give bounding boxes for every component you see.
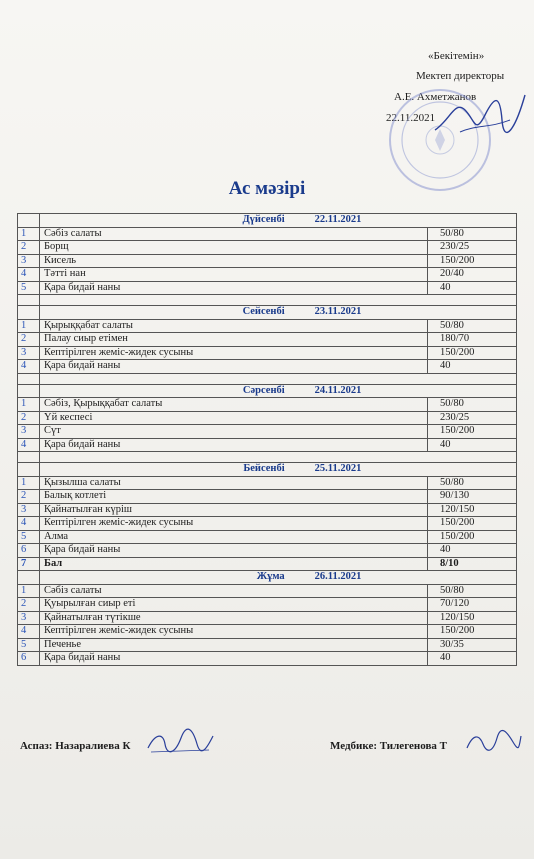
table-row: [18, 254, 517, 268]
item-number: 6: [18, 652, 40, 666]
dish-name: Қара бидай наны: [40, 544, 428, 558]
portion-size: 180/70: [428, 333, 517, 347]
table-row: [18, 281, 517, 295]
item-number: 2: [18, 490, 40, 504]
item-number: 4: [18, 268, 40, 282]
dish-name: Қайнатылған түтікше: [40, 611, 428, 625]
approval-position: Мектеп директоры: [416, 70, 505, 82]
dish-name: Қайнатылған күріш: [40, 503, 428, 517]
table-row: [18, 268, 517, 282]
item-number: 7: [18, 557, 40, 571]
item-number: 5: [18, 281, 40, 295]
dish-name: Қырыққабат салаты: [40, 319, 428, 333]
day-name: Дүйсенбі: [242, 214, 285, 226]
table-row: [18, 333, 517, 347]
item-number: 1: [18, 319, 40, 333]
dish-name: Сәбіз салаты: [40, 227, 428, 241]
dish-name: Сәбіз, Қырыққабат салаты: [40, 398, 428, 412]
item-number: 4: [18, 438, 40, 452]
portion-size: 150/200: [428, 346, 517, 360]
nurse-signature-icon: [463, 728, 523, 756]
day-header-row: [18, 463, 517, 477]
portion-size: 40: [428, 652, 517, 666]
day-name: Сәрсенбі: [242, 384, 285, 396]
day-header-cell: [40, 571, 517, 585]
dish-name: Үй кеспесі: [40, 411, 428, 425]
day-date: 22.11.2021: [314, 214, 362, 226]
item-number: 6: [18, 544, 40, 558]
day-header-num-cell: [18, 463, 40, 477]
table-row: [18, 476, 517, 490]
day-header-cell: [40, 306, 517, 320]
day-name: Бейсенбі: [243, 463, 285, 475]
item-number: 3: [18, 503, 40, 517]
item-number: 4: [18, 625, 40, 639]
approval-date: 22.11.2021: [386, 112, 436, 124]
portion-size: 30/35: [428, 638, 517, 652]
portion-size: 50/80: [428, 227, 517, 241]
table-row: [18, 319, 517, 333]
portion-size: 40: [428, 360, 517, 374]
table-row: [18, 517, 517, 531]
portion-size: 70/120: [428, 598, 517, 612]
dish-name: Қара бидай наны: [40, 652, 428, 666]
item-number: 2: [18, 333, 40, 347]
day-header-cell: [40, 214, 517, 228]
dish-name: Тәтті нан: [40, 268, 428, 282]
item-number: 4: [18, 360, 40, 374]
portion-size: 40: [428, 544, 517, 558]
dish-name: Алма: [40, 530, 428, 544]
director-signature-icon: [430, 90, 530, 145]
dish-name: Қуырылған сиыр еті: [40, 598, 428, 612]
day-date: 26.11.2021: [314, 571, 362, 583]
dish-name: Борщ: [40, 241, 428, 255]
day-name: Сейсенбі: [242, 306, 285, 318]
table-row: [18, 598, 517, 612]
day-header-num-cell: [18, 214, 40, 228]
table-row: [18, 360, 517, 374]
spacer-cell: [18, 452, 40, 463]
dish-name: Кептірілген жеміс-жидек сусыны: [40, 625, 428, 639]
item-number: 1: [18, 476, 40, 490]
table-row: [18, 438, 517, 452]
spacer-cell: [40, 373, 517, 384]
page-title: Ас мәзірі: [228, 178, 306, 199]
portion-size: 50/80: [428, 319, 517, 333]
dish-name: Бал: [40, 557, 428, 571]
portion-size: 150/200: [428, 517, 517, 531]
table-row: [18, 557, 517, 571]
approval-director-name: А.Е. Ахметжанов: [394, 91, 477, 103]
portion-size: 230/25: [428, 411, 517, 425]
day-date: 24.11.2021: [314, 384, 362, 396]
day-header-row: [18, 384, 517, 398]
nurse-signature-line: Медбике: Тилегенова Т: [330, 740, 448, 752]
table-row: [18, 227, 517, 241]
day-header-cell: [40, 463, 517, 477]
portion-size: 150/200: [428, 425, 517, 439]
portion-size: 50/80: [428, 584, 517, 598]
dish-name: Сүт: [40, 425, 428, 439]
item-number: 5: [18, 638, 40, 652]
table-row: [18, 638, 517, 652]
dish-name: Кисель: [40, 254, 428, 268]
item-number: 2: [18, 411, 40, 425]
dish-name: Қызылша салаты: [40, 476, 428, 490]
day-date: 25.11.2021: [314, 463, 362, 475]
portion-size: 90/130: [428, 490, 517, 504]
portion-size: 120/150: [428, 611, 517, 625]
item-number: 2: [18, 598, 40, 612]
day-header-cell: [40, 384, 517, 398]
menu-table-body: [18, 214, 517, 666]
table-row: [18, 503, 517, 517]
table-row: [18, 625, 517, 639]
cook-signature-line: Аспаз: Назаралиева К: [20, 740, 131, 752]
portion-size: 8/10: [428, 557, 517, 571]
portion-size: 50/80: [428, 476, 517, 490]
dish-name: Балық котлеті: [40, 490, 428, 504]
spacer-row: [18, 373, 517, 384]
item-number: 1: [18, 584, 40, 598]
dish-name: Кептірілген жеміс-жидек сусыны: [40, 517, 428, 531]
item-number: 3: [18, 611, 40, 625]
item-number: 2: [18, 241, 40, 255]
dish-name: Сәбіз салаты: [40, 584, 428, 598]
portion-size: 20/40: [428, 268, 517, 282]
portion-size: 50/80: [428, 398, 517, 412]
approval-approved: «Бекітемін»: [428, 50, 485, 62]
item-number: 3: [18, 346, 40, 360]
cook-signature-icon: [145, 726, 215, 756]
table-row: [18, 490, 517, 504]
table-row: [18, 544, 517, 558]
portion-size: 150/200: [428, 625, 517, 639]
spacer-cell: [40, 452, 517, 463]
spacer-cell: [18, 373, 40, 384]
portion-size: 40: [428, 438, 517, 452]
spacer-row: [18, 295, 517, 306]
table-row: [18, 611, 517, 625]
item-number: 3: [18, 425, 40, 439]
day-header-num-cell: [18, 384, 40, 398]
day-header-row: [18, 214, 517, 228]
dish-name: Қара бидай наны: [40, 281, 428, 295]
table-row: [18, 425, 517, 439]
day-header-row: [18, 306, 517, 320]
dish-name: Қара бидай наны: [40, 438, 428, 452]
table-row: [18, 411, 517, 425]
portion-size: 40: [428, 281, 517, 295]
dish-name: Печенье: [40, 638, 428, 652]
dish-name: Кептірілген жеміс-жидек сусыны: [40, 346, 428, 360]
item-number: 5: [18, 530, 40, 544]
dish-name: Палау сиыр етімен: [40, 333, 428, 347]
menu-table: [17, 213, 517, 666]
day-header-num-cell: [18, 571, 40, 585]
table-row: [18, 346, 517, 360]
portion-size: 150/200: [428, 254, 517, 268]
item-number: 1: [18, 227, 40, 241]
spacer-row: [18, 452, 517, 463]
portion-size: 230/25: [428, 241, 517, 255]
table-row: [18, 530, 517, 544]
dish-name: Қара бидай наны: [40, 360, 428, 374]
spacer-cell: [18, 295, 40, 306]
day-header-row: [18, 571, 517, 585]
day-name: Жұма: [256, 571, 285, 583]
day-date: 23.11.2021: [314, 306, 362, 318]
spacer-cell: [40, 295, 517, 306]
table-row: [18, 398, 517, 412]
portion-size: 150/200: [428, 530, 517, 544]
table-row: [18, 241, 517, 255]
item-number: 1: [18, 398, 40, 412]
table-row: [18, 652, 517, 666]
day-header-num-cell: [18, 306, 40, 320]
table-row: [18, 584, 517, 598]
item-number: 3: [18, 254, 40, 268]
portion-size: 120/150: [428, 503, 517, 517]
item-number: 4: [18, 517, 40, 531]
